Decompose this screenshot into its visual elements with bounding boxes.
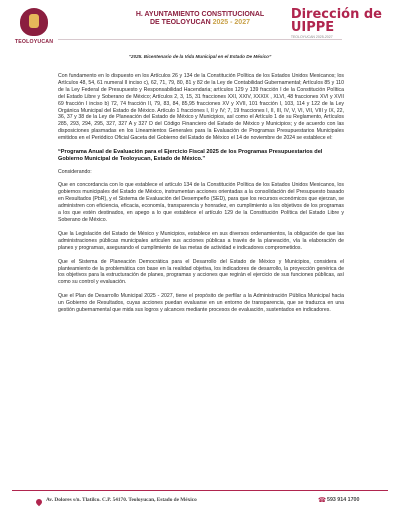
direccion-logo bbox=[291, 8, 382, 39]
paragraph-fundamento: Con fundamento en lo dispuesto en los Artículos 26 y 134 de la Constitución Política de los Estados Unidos Mexicanos; los Artículos 48, 54, 61 numeral II inciso c), 62, 71, 79, 80, 81 y 82 de la Ley de Contabilidad Gubernamental; Artículos 85 y 110 de la Ley Federal de Presupuesto y Responsabilidad Hacendaria; artículos 129 y 139 fracción I de la Constitución Política del Estado Libre y Soberano de México; Artículos 2, 3, 15, 31 fracciones XXI, XXIV, XXXIX , XLVI, 48 fracciones XVI y XVII 69 fracción I inciso b) 72, 74 fracción II, 79, 83, 84, 85,95 fracciones XV y XVII, 101 fracción I, 103, 114 y 122 de la Ley Orgánica Municipal del Estado de México. Artículo 1 fracciones I, II y IV; 7, 19 fracciones I, II, III, IV, V, VI, VII, VIII y IX, 22, 36, 37 y 38 de la Ley de Planeación del Estado de México y Municipios, así como el Artículo 1 de su Reglamento, Artículos 285, 293, 294, 295, 327, 327 A y 327 D del Código Financiero del Estado de México y Municipios; y de acuerdo con las disposiciones plasmadas en los Lineamientos Generales para la Evaluación de Programas Presupuestarios Municipales emitidos en el Periódico Oficial Gaceta del Gobierno del Estado de México el 14 de noviembre de 2024 se establece el: bbox=[58, 73, 344, 142]
ayuntamiento-line2 bbox=[96, 19, 304, 26]
crest-icon bbox=[20, 8, 48, 36]
paragraph-considerando-2: Que la Legislación del Estado de México y Municipios, establece en sus diversos ordenamientos, la obligación de que las administraciones públicas municipales articulen sus acciones públicas a través de la planeación, vía la elaboración de planes y programas, asegurando el cumplimiento de las metas de actividad e indicadores comprometidos. bbox=[58, 230, 344, 251]
document-body bbox=[58, 73, 344, 321]
phone-icon: ☎ bbox=[318, 497, 327, 504]
direccion-line1: Dirección de bbox=[290, 7, 382, 22]
municipal-logo bbox=[14, 8, 54, 52]
direccion-sub: TEOLOYUCAN 2025-2027 bbox=[290, 35, 333, 39]
ayuntamiento-title bbox=[96, 11, 304, 26]
paragraph-considerando-4: Que el Plan de Desarrollo Municipal 2025 - 2027, tiene el propósito de perfilar a la Administración Pública Municipal hacia un Gobierno de Resultados, cuyas acciones puedan evaluarse en un entorno de transparencia, que se traduzca en una gestión gubernamental que mida sus logros y alcances mediante procesos de evaluación, sustentados en indicadores. bbox=[58, 293, 344, 314]
location-pin-icon bbox=[35, 498, 43, 506]
paragraph-considerando-1: Que en concordancia con lo que establece el artículo 134 de la Constitución Política de los Estados Unidos Mexicanos, los gobiernos municipales del Estado de México, instrumentan acciones orientadas a la consolidación del Presupuesto basado en Resultados (PbR), y el Sistema de Evaluación del Desempeño (SED), para que los recursos económicos que ejerzan, se administren con eficiencia, eficacia, economía, transparencia y honradez, en cumplimiento a los objetivos de los programas a los que estén destinados, en apego a lo que establece el artículo 129 de la Constitución Política del Estado Libre y Soberano de México. bbox=[58, 182, 344, 223]
footer-divider bbox=[12, 490, 388, 491]
header-divider bbox=[58, 39, 342, 40]
ayuntamiento-years: 2025 - 2027 bbox=[212, 19, 250, 26]
footer-phone: 593 914 1700 bbox=[327, 497, 360, 503]
program-title: “Programa Anual de Evaluación para el Ejercicio Fiscal 2025 de los Programas Presupuestarios del Gobierno Municipal de Teoloyucan, Estado de México.” bbox=[58, 149, 323, 163]
logo-text: TEOLOYUCAN bbox=[14, 39, 54, 45]
footer bbox=[0, 497, 400, 511]
ayuntamiento-line1: H. AYUNTAMIENTO CONSTITUCIONAL bbox=[135, 11, 265, 18]
ayuntamiento-name: DE TEOLOYUCAN bbox=[150, 19, 211, 26]
footer-address: Av. Dolores s/n. Tlatilco. C.P. 54170. Teoloyucan, Estado de México bbox=[46, 497, 197, 503]
direccion-line2: UIPPE bbox=[290, 20, 335, 35]
motto: “2025. Bicentenario de la Vida Municipal en el Estado De México” bbox=[128, 54, 272, 59]
considerando-heading: Considerando: bbox=[58, 169, 92, 176]
paragraph-considerando-3: Que el Sistema de Planeación Democrática para el Desarrollo del Estado de México y Municipios, considera el planteamiento de la problemática con base en la realidad objetiva, los indicadores de desarrollo, la proyección genérica de los objetivos para la estructuración de planes, programas y acciones que regirán el ejercicio de sus funciones públicas, así como su control y evaluación. bbox=[58, 258, 344, 286]
